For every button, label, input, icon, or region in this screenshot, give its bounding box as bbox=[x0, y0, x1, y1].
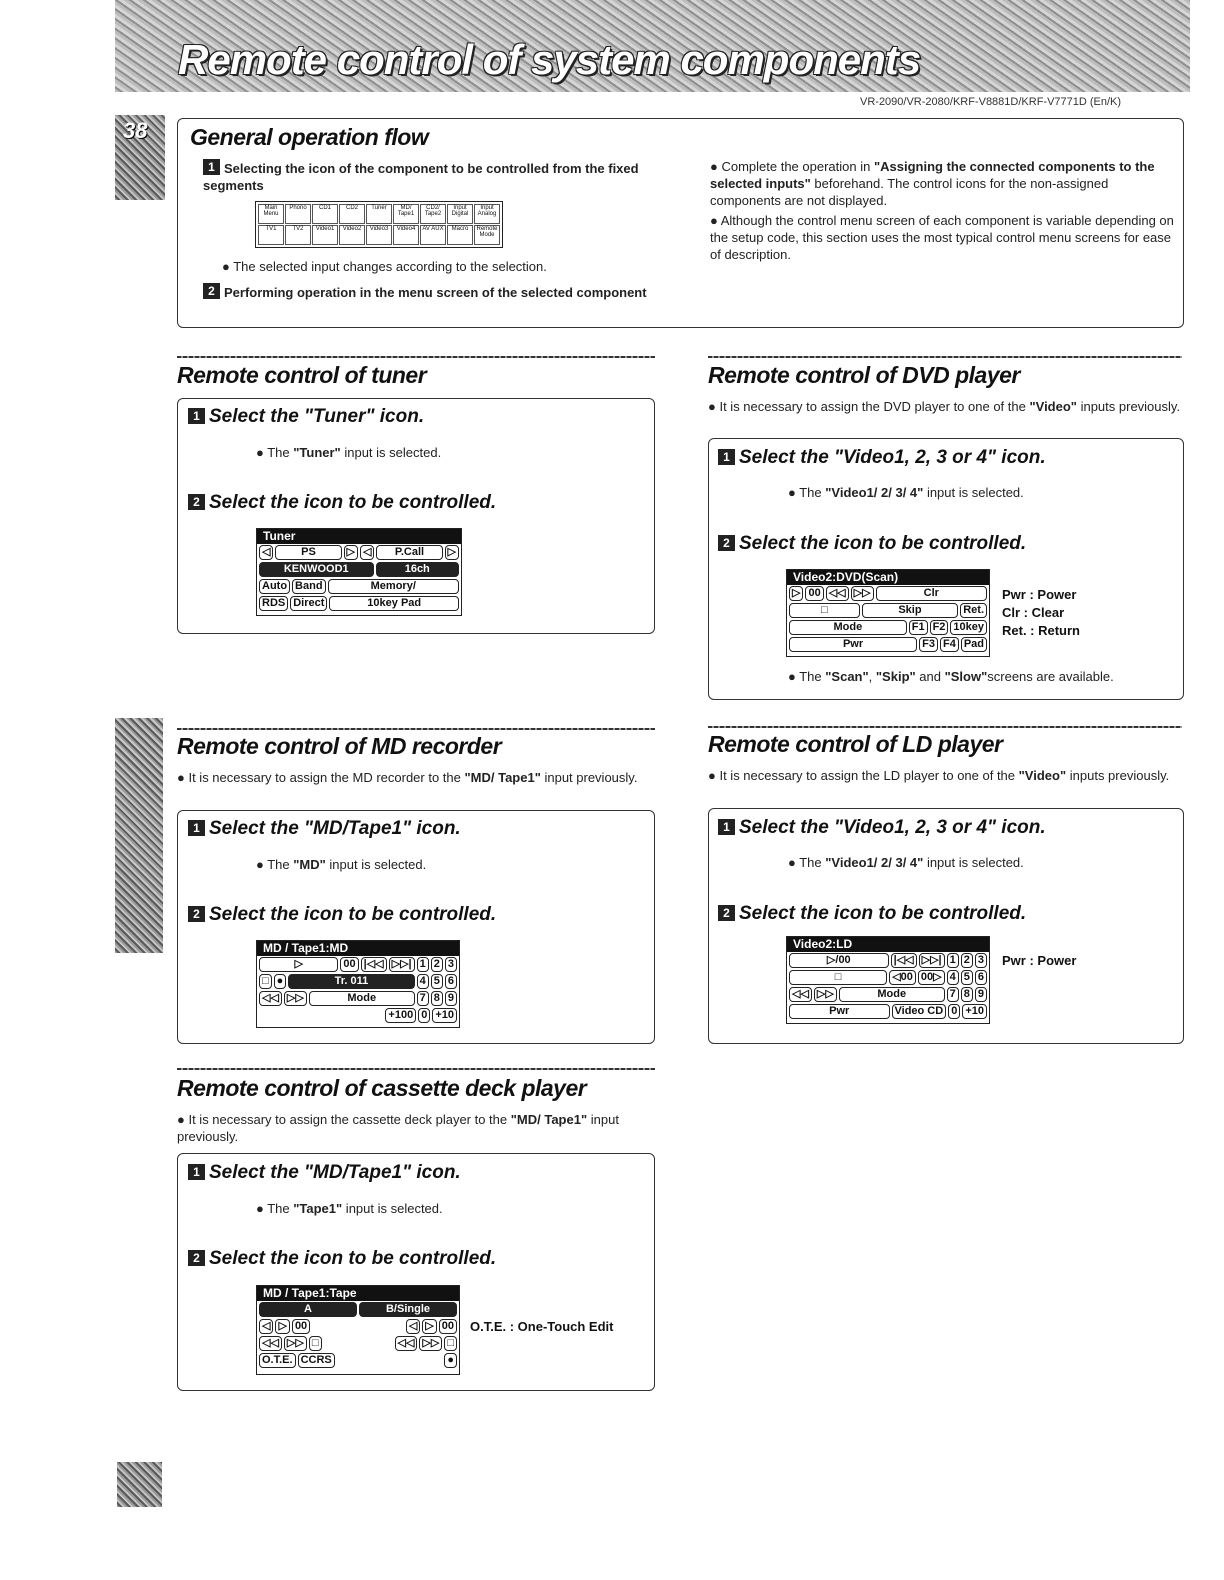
tuner-step1: 1 Select the "Tuner" icon. bbox=[188, 406, 424, 428]
deck-a-label: A bbox=[259, 1302, 357, 1317]
legend-item: Pwr : Power bbox=[1002, 587, 1077, 602]
segment-icon[interactable]: Video1 bbox=[312, 225, 338, 245]
key-9-button[interactable]: 9 bbox=[445, 991, 457, 1006]
fixed-segment-icons bbox=[255, 201, 503, 248]
play-pause-button[interactable]: ▷/00 bbox=[789, 953, 889, 968]
direct-button[interactable]: Direct bbox=[290, 596, 327, 611]
page-number: 38 bbox=[123, 118, 148, 143]
key-9-button[interactable]: 9 bbox=[975, 987, 987, 1002]
plus-100-button[interactable]: +100 bbox=[385, 1008, 416, 1023]
tuner-section-title: Remote control of tuner bbox=[177, 362, 427, 388]
key-1-button[interactable]: 1 bbox=[417, 957, 429, 972]
cassette-menu-screen bbox=[256, 1285, 460, 1375]
power-button[interactable]: Pwr bbox=[789, 637, 917, 652]
legend-item: O.T.E. : One-Touch Edit bbox=[470, 1319, 614, 1334]
cassette-step1: 1 Select the "MD/Tape1" icon. bbox=[188, 1162, 461, 1184]
blank-area bbox=[259, 1008, 383, 1023]
rewind-button[interactable]: ◁◁ bbox=[395, 1336, 418, 1351]
f4-button[interactable]: F4 bbox=[940, 637, 959, 652]
reverse-play-button[interactable]: ◁ bbox=[406, 1319, 420, 1334]
channel-display: 16ch bbox=[376, 562, 460, 577]
tuner-menu-screen bbox=[256, 528, 462, 616]
f1-button[interactable]: F1 bbox=[909, 620, 928, 635]
dvd-screen-title: Video2:DVD(Scan) bbox=[787, 570, 989, 585]
previous-chapter-button[interactable]: |◁◁ bbox=[891, 953, 917, 968]
right-arrow-button[interactable]: ▷ bbox=[344, 545, 358, 560]
pause-button[interactable]: 00 bbox=[805, 586, 823, 601]
cassette-step2: 2 Select the icon to be controlled. bbox=[188, 1248, 496, 1270]
legend-item: Clr : Clear bbox=[1002, 605, 1065, 620]
dvd-step2: 2 Select the icon to be controlled. bbox=[718, 533, 1026, 555]
stop-button[interactable]: □ bbox=[789, 970, 887, 985]
md-step1: 1 Select the "MD/Tape1" icon. bbox=[188, 818, 461, 840]
plus-10-button[interactable]: +10 bbox=[962, 1004, 987, 1019]
play-button[interactable]: ▷ bbox=[422, 1319, 436, 1334]
f2-button[interactable]: F2 bbox=[930, 620, 949, 635]
key-4-button[interactable]: 4 bbox=[947, 970, 959, 985]
preset-call-button[interactable]: P.Call bbox=[376, 545, 442, 560]
md-step1-note: ● The "MD" input is selected. bbox=[256, 857, 427, 872]
key-8-button[interactable]: 8 bbox=[431, 991, 443, 1006]
ps-button[interactable]: PS bbox=[275, 545, 341, 560]
segment-icon[interactable]: Tuner bbox=[366, 204, 392, 224]
ld-screen-title: Video2:LD bbox=[787, 937, 989, 952]
dvd-menu-screen bbox=[786, 569, 990, 657]
model-numbers: VR-2090/VR-2080/KRF-V8881D/KRF-V7771D (En/K) bbox=[860, 96, 1122, 108]
key-0-button[interactable]: 0 bbox=[418, 1008, 430, 1023]
md-screen-title: MD / Tape1:MD bbox=[257, 941, 459, 956]
key-7-button[interactable]: 7 bbox=[417, 991, 429, 1006]
gap bbox=[312, 1319, 404, 1334]
key-7-button[interactable]: 7 bbox=[947, 987, 959, 1002]
dvd-footer-note: ● The "Scan", "Skip" and "Slow"screens are available. bbox=[788, 669, 1114, 684]
stop-button[interactable]: □ bbox=[309, 1336, 322, 1351]
fast-forward-button[interactable]: ▷▷ bbox=[814, 987, 837, 1002]
segment-icon[interactable]: Input Analog bbox=[474, 204, 500, 224]
key-1-button[interactable]: 1 bbox=[947, 953, 959, 968]
segment-icon[interactable]: CD2/ Tape2 bbox=[420, 204, 446, 224]
next-track-button[interactable]: ▷▷| bbox=[389, 957, 415, 972]
tenkey-button[interactable]: 10key bbox=[950, 620, 987, 635]
tenkey-pad-button[interactable]: 10key Pad bbox=[329, 596, 459, 611]
station-name: KENWOOD1 bbox=[259, 562, 374, 577]
left-arrow-button[interactable]: ◁ bbox=[360, 545, 374, 560]
ld-section-title: Remote control of LD player bbox=[708, 731, 1003, 757]
one-touch-edit-button[interactable]: O.T.E. bbox=[259, 1353, 296, 1368]
key-0-button[interactable]: 0 bbox=[948, 1004, 960, 1019]
ld-intro: ● It is necessary to assign the LD player to one of the "Video" inputs previously. bbox=[708, 768, 1170, 783]
pad-button[interactable]: Pad bbox=[961, 637, 987, 652]
mode-button[interactable]: Mode bbox=[309, 991, 415, 1006]
section-divider bbox=[177, 1068, 655, 1070]
legend-item: Ret. : Return bbox=[1002, 623, 1080, 638]
rewind-button[interactable]: ◁◁ bbox=[259, 991, 282, 1006]
segment-icon[interactable]: Video4 bbox=[393, 225, 419, 245]
record-button[interactable]: ● bbox=[274, 974, 287, 989]
dvd-section-title: Remote control of DVD player bbox=[708, 362, 1020, 388]
segment-icon[interactable]: Remote Mode bbox=[474, 225, 500, 245]
return-button[interactable]: Ret. bbox=[960, 603, 987, 618]
ccrs-button[interactable]: CCRS bbox=[298, 1353, 335, 1368]
rewind-button[interactable]: ◁◁ bbox=[259, 1336, 282, 1351]
section-divider bbox=[708, 356, 1182, 358]
clear-button[interactable]: Clr bbox=[876, 586, 987, 601]
next-chapter-button[interactable]: ▷▷| bbox=[919, 953, 945, 968]
stop-button[interactable]: □ bbox=[259, 974, 272, 989]
md-menu-screen bbox=[256, 940, 460, 1028]
section-divider bbox=[177, 728, 655, 730]
gap bbox=[337, 1353, 443, 1368]
md-step2: 2 Select the icon to be controlled. bbox=[188, 904, 496, 926]
mode-button[interactable]: Mode bbox=[839, 987, 945, 1002]
play-button[interactable]: ▷ bbox=[789, 586, 803, 601]
reverse-play-button[interactable]: ◁ bbox=[259, 1319, 273, 1334]
previous-track-button[interactable]: |◁◁ bbox=[361, 957, 387, 972]
dvd-intro: ● It is necessary to assign the DVD player to one of the "Video" inputs previously. bbox=[708, 399, 1181, 414]
segment-icon[interactable]: Input Digital bbox=[447, 204, 473, 224]
dvd-legend bbox=[1002, 586, 1080, 640]
fast-forward-button[interactable]: ▷▷ bbox=[284, 1336, 307, 1351]
page-title: Remote control of system components bbox=[178, 36, 921, 83]
segment-icon[interactable]: TV1 bbox=[258, 225, 284, 245]
stop-button[interactable]: □ bbox=[789, 603, 860, 618]
stop-button[interactable]: □ bbox=[444, 1336, 457, 1351]
pause-button[interactable]: 00 bbox=[340, 957, 358, 972]
general-flow-title: General operation flow bbox=[190, 124, 429, 150]
key-6-button[interactable]: 6 bbox=[445, 974, 457, 989]
rewind-button[interactable]: ◁◁ bbox=[789, 987, 812, 1002]
pause-button[interactable]: 00 bbox=[439, 1319, 457, 1334]
md-section-title: Remote control of MD recorder bbox=[177, 733, 502, 759]
power-button[interactable]: Pwr bbox=[789, 1004, 890, 1019]
segment-icon[interactable]: Main Menu bbox=[258, 204, 284, 224]
right-arrow-button[interactable]: ▷ bbox=[445, 545, 459, 560]
chapter-tab bbox=[115, 718, 163, 953]
step-back-button[interactable]: ◁00 bbox=[889, 970, 916, 985]
rewind-button[interactable]: ◁◁ bbox=[826, 586, 849, 601]
memory-button[interactable]: Memory/ bbox=[328, 579, 459, 594]
key-3-button[interactable]: 3 bbox=[975, 953, 987, 968]
segment-icon[interactable]: Macro bbox=[447, 225, 473, 245]
dvd-step1-note: ● The "Video1/ 2/ 3/ 4" input is selected. bbox=[788, 485, 1024, 500]
ld-legend bbox=[1002, 952, 1076, 970]
tuner-screen-title: Tuner bbox=[257, 529, 461, 544]
key-5-button[interactable]: 5 bbox=[961, 970, 973, 985]
plus-10-button[interactable]: +10 bbox=[432, 1008, 457, 1023]
play-button[interactable]: ▷ bbox=[275, 1319, 289, 1334]
track-display: Tr. 011 bbox=[288, 974, 414, 989]
gap bbox=[324, 1336, 393, 1351]
deck-b-single-label: B/Single bbox=[359, 1302, 457, 1317]
step-forward-button[interactable]: 00▷ bbox=[918, 970, 945, 985]
cassette-screen-title: MD / Tape1:Tape bbox=[257, 1286, 459, 1301]
record-button[interactable]: ● bbox=[444, 1353, 457, 1368]
general-step1-note: ● The selected input changes according to the selection. bbox=[222, 259, 547, 274]
tuner-step2: 2 Select the icon to be controlled. bbox=[188, 492, 496, 514]
segment-icon[interactable]: Video2 bbox=[339, 225, 365, 245]
legend-item: Pwr : Power bbox=[1002, 953, 1077, 968]
cassette-step1-note: ● The "Tape1" input is selected. bbox=[256, 1201, 443, 1216]
general-right-note-2: ● Although the control menu screen of each component is variable depending on the setup code, this section uses the most typical control menu screens for ease of description. bbox=[710, 213, 1174, 262]
skip-button[interactable]: Skip bbox=[862, 603, 959, 618]
segment-icon[interactable]: CD1 bbox=[312, 204, 338, 224]
key-8-button[interactable]: 8 bbox=[961, 987, 973, 1002]
auto-button[interactable]: Auto bbox=[259, 579, 290, 594]
md-intro: ● It is necessary to assign the MD recorder to the "MD/ Tape1" input previously. bbox=[177, 770, 638, 785]
key-3-button[interactable]: 3 bbox=[445, 957, 457, 972]
rds-button[interactable]: RDS bbox=[259, 596, 288, 611]
fast-forward-button[interactable]: ▷▷ bbox=[419, 1336, 442, 1351]
fast-forward-button[interactable]: ▷▷ bbox=[851, 586, 874, 601]
ld-step2: 2 Select the icon to be controlled. bbox=[718, 903, 1026, 925]
section-divider bbox=[177, 356, 655, 358]
section-divider bbox=[708, 726, 1182, 728]
video-cd-button[interactable]: Video CD bbox=[892, 1004, 947, 1019]
segment-icon[interactable]: Phono bbox=[285, 204, 311, 224]
ld-step1: 1 Select the "Video1, 2, 3 or 4" icon. bbox=[718, 817, 1046, 839]
band-button[interactable]: Band bbox=[292, 579, 326, 594]
key-6-button[interactable]: 6 bbox=[975, 970, 987, 985]
f3-button[interactable]: F3 bbox=[919, 637, 938, 652]
left-arrow-button[interactable]: ◁ bbox=[259, 545, 273, 560]
key-4-button[interactable]: 4 bbox=[417, 974, 429, 989]
fast-forward-button[interactable]: ▷▷ bbox=[284, 991, 307, 1006]
dvd-step1: 1 Select the "Video1, 2, 3 or 4" icon. bbox=[718, 447, 1046, 469]
ld-menu-screen bbox=[786, 936, 990, 1024]
segment-icon[interactable]: Video3 bbox=[366, 225, 392, 245]
segment-icon[interactable]: CD2 bbox=[339, 204, 365, 224]
segment-icon[interactable]: AV AUX bbox=[420, 225, 446, 245]
ld-step1-note: ● The "Video1/ 2/ 3/ 4" input is selected. bbox=[788, 855, 1024, 870]
mode-button[interactable]: Mode bbox=[789, 620, 907, 635]
general-step2: 2 Performing operation in the menu screen of the selected component bbox=[203, 283, 658, 301]
key-2-button[interactable]: 2 bbox=[961, 953, 973, 968]
cassette-section-title: Remote control of cassette deck player bbox=[177, 1075, 587, 1101]
key-5-button[interactable]: 5 bbox=[431, 974, 443, 989]
cassette-legend bbox=[470, 1318, 613, 1336]
tuner-step1-note: ● The "Tuner" input is selected. bbox=[256, 445, 442, 460]
cassette-intro: ● It is necessary to assign the cassette deck player to the "MD/ Tape1" input previously. bbox=[177, 1112, 619, 1144]
segment-icon[interactable]: MD/ Tape1 bbox=[393, 204, 419, 224]
play-button[interactable]: ▷ bbox=[259, 957, 338, 972]
general-right-note-1: ● Complete the operation in "Assigning the connected components to the selected inputs" beforehand. The control icons for the non-assigned components are not displayed. bbox=[710, 159, 1155, 208]
general-step1: 1 Selecting the icon of the component to be controlled from the fixed segments bbox=[203, 160, 639, 193]
key-2-button[interactable]: 2 bbox=[431, 957, 443, 972]
star-icon bbox=[117, 1462, 162, 1507]
segment-icon[interactable]: TV2 bbox=[285, 225, 311, 245]
pause-button[interactable]: 00 bbox=[292, 1319, 310, 1334]
